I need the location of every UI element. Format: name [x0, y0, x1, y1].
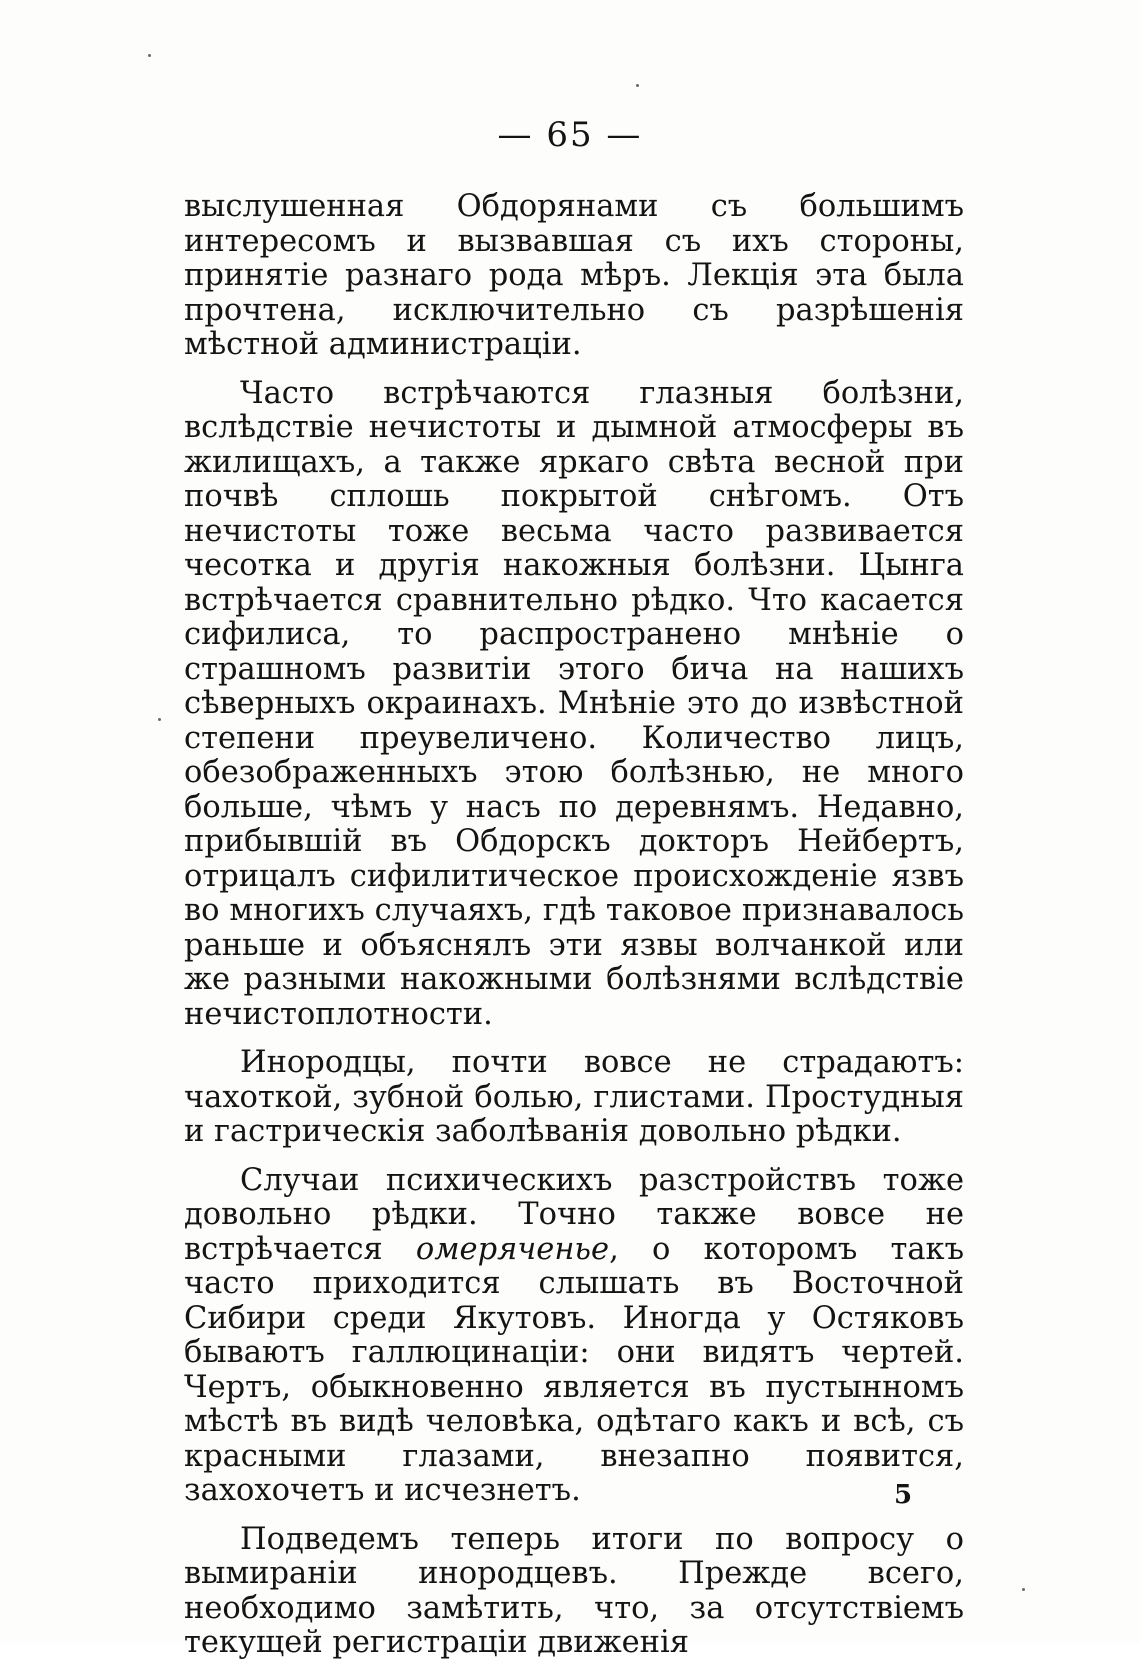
- paragraph-2: Часто встрѣчаются глазныя болѣзни, вслѣдствіе нечистоты и дымной атмосферы въ жилищахъ, а также яркаго свѣта весной при почвѣ сплошь покрытой снѣгомъ. Отъ нечистоты тоже весьма часто развивается чесотка и другія накожныя болѣзни. Цынга встрѣчается сравнительно рѣдко. Что касается сифилиса, то распространено мнѣніе о страшномъ развитіи этого бича на нашихъ сѣверныхъ окраинахъ. Мнѣніе это до извѣстной степени преувеличено. Количество лицъ, обезображенныхъ этою болѣзнью, не много больше, чѣмъ у насъ по деревнямъ. Недавно, прибывшій въ Обдорскъ докторъ Нейбертъ, отрицалъ сифилитическое происхожденіе язвъ во многихъ случаяхъ, гдѣ таковое признавалось раньше и объяснялъ эти язвы волчанкой или же разными накожными болѣзнями вслѣдствіе нечистоплотности.: [184, 375, 964, 1032]
- paper-speck: [148, 54, 151, 57]
- paper-speck: [158, 718, 161, 721]
- paragraph-4-part-2: , о которомъ такъ часто приходится слышать въ Восточной Сибири среди Якутовъ. Иногда у Остяковъ бываютъ галлюцинаціи: они видятъ чертей. Чертъ, обыкновенно является въ пустынномъ мѣстѣ въ видѣ человѣка, одѣтаго какъ и всѣ, съ красными глазами, внезапно появится, захохочетъ и исчезнетъ.: [184, 1231, 964, 1508]
- paragraph-4-part-1: Случаи психическихъ разстройствъ тоже довольно рѣдки. Точно также вовсе не встрѣчается: [184, 1162, 964, 1267]
- page-number: — 65 —: [497, 115, 643, 155]
- paragraph-5: Подведемъ теперь итоги по вопросу о вымираніи инородцевъ. Прежде всего, необходимо замѣтить, что, за отсутствіемъ текущей регистраціи движенія: [184, 1521, 964, 1660]
- paragraph-1: выслушенная Обдорянами съ большимъ интересомъ и вызвавшая съ ихъ стороны, принятіе разнаго рода мѣръ. Лекція эта была прочтена, исключительно съ разрѣшенія мѣстной администраціи.: [184, 189, 964, 362]
- emphasized-term: омеряченье: [415, 1231, 610, 1267]
- paper-speck: [1022, 1588, 1025, 1591]
- signature-mark: 5: [894, 1480, 913, 1510]
- paper-speck: [636, 84, 639, 87]
- body-text: [184, 190, 964, 1675]
- paragraph-3: Инородцы, почти вовсе не страдаютъ: чахоткой, зубной болью, глистами. Простудныя и гастрическія заболѣванія довольно рѣдки.: [184, 1045, 964, 1149]
- paragraph-4: [184, 1164, 964, 1509]
